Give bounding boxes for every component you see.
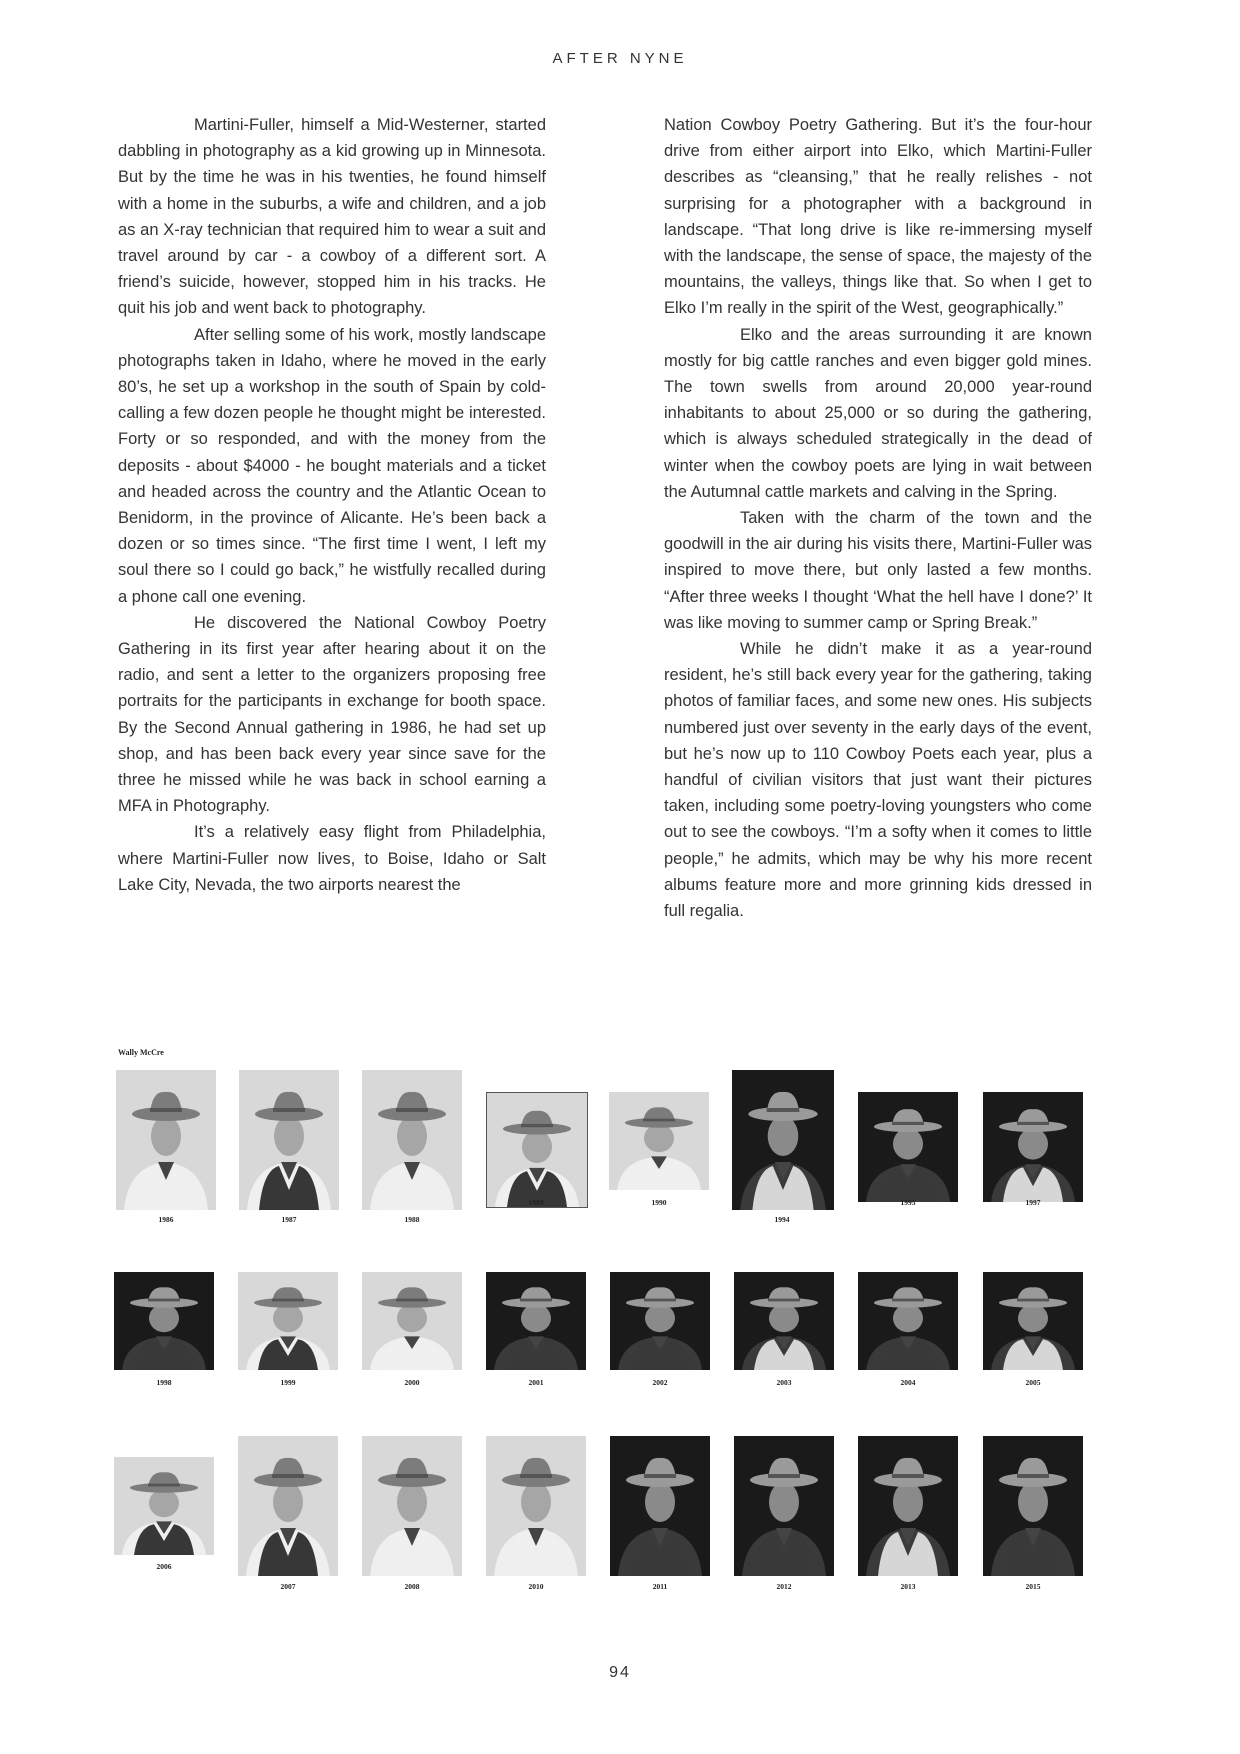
- paragraph: Martini-Fuller, himself a Mid-Westerner, started dabbling in photography as a kid growing up in Minnesota. But by the time he was in his twenties, he found himself with a home in the suburbs, a wife and children, and a job as an X-ray technician that required him to wear a suit and travel around by car - a cowboy of a different sort. A friend’s suicide, however, stopped him in his tracks. He quit his job and went back to photography.: [118, 116, 546, 318]
- portrait-year-label: 2013: [900, 1582, 916, 1591]
- portrait-photo: [116, 1070, 216, 1210]
- portrait-year-label: 1999: [280, 1378, 296, 1387]
- paragraph: He discovered the National Cowboy Poetry Gathering in its first year after hearing about it on the radio, and sent a letter to the organizers proposing free portraits for the participants in exchange for booth space. By the Second Annual gathering in 1986, he had set up shop, and has been back every year since save for the three he missed while he was back in school earning a MFA in Photography.: [118, 613, 546, 816]
- portrait-photo: [239, 1070, 339, 1210]
- portrait-photo: [983, 1272, 1083, 1370]
- portrait-photo: [486, 1092, 588, 1208]
- portrait-year-label: 2012: [776, 1582, 792, 1591]
- article-column-right: [664, 112, 1092, 924]
- portrait-photo: [858, 1436, 958, 1576]
- portrait-year-label: 2003: [776, 1378, 792, 1387]
- portrait-year-label: 1987: [281, 1215, 297, 1224]
- portrait-photo: [734, 1272, 834, 1370]
- magazine-title: AFTER NYNE: [552, 50, 688, 67]
- portrait-year-label: 1986: [158, 1215, 174, 1224]
- portrait-year-label: 1989: [528, 1198, 544, 1207]
- portrait-photo: [734, 1436, 834, 1576]
- portrait-photo: [114, 1457, 214, 1555]
- portrait-photo: [983, 1436, 1083, 1576]
- portrait-year-label: 2004: [900, 1378, 916, 1387]
- article-column-left: [118, 112, 546, 898]
- portrait-year-label: 1994: [774, 1215, 790, 1224]
- portrait-year-label: 1995: [900, 1198, 916, 1207]
- paragraph: Elko and the areas surrounding it are known mostly for big cattle ranches and even bigger gold mines. The town swells from around 20,000 year-round inhabitants to about 25,000 or so during the gathering, which is always scheduled strategically in the dead of winter when the cowboy poets are lying in wait between the Autumnal cattle markets and calving in the Spring.: [664, 325, 1092, 501]
- portrait-year-label: 2006: [156, 1562, 172, 1571]
- portrait-year-label: 2011: [652, 1582, 668, 1591]
- portrait-year-label: 2000: [404, 1378, 420, 1387]
- paragraph: While he didn’t make it as a year-round resident, he’s still back every year for the gathering, taking photos of familiar faces, and some new ones. His subjects numbered just over seventy in the early days of the event, but he’s now up to 110 Cowboy Poets each year, plus a handful of civilian visitors that just want their pictures taken, including some poetry-loving youngsters who come out to see the cowboys. “I’m a softy when it comes to little people,” he admits, which may be why his more recent albums feature more and more grinning kids dressed in full regalia.: [664, 640, 1092, 921]
- portrait-photo: [238, 1436, 338, 1576]
- paragraph: After selling some of his work, mostly landscape photographs taken in Idaho, where he moved in the early 80’s, he set up a workshop in the south of Spain by cold-calling a few dozen people he thought might be interested. Forty or so responded, and with the money from the deposits - about $4000 - he bought materials and a ticket and headed across the country and the Atlantic Ocean to Benidorm, in the province of Alicante. He’s been back a dozen or so times since. “The first time I went, I left my soul there so I could go back,” he wistfully recalled during a phone call one evening.: [118, 325, 546, 606]
- portrait-photo: [609, 1092, 709, 1190]
- portrait-year-label: 1988: [404, 1215, 420, 1224]
- portrait-year-label: 1990: [651, 1198, 667, 1207]
- portrait-year-label: 2015: [1025, 1582, 1041, 1591]
- portrait-photo: [858, 1092, 958, 1202]
- portrait-photo: [486, 1436, 586, 1576]
- portrait-photo: [362, 1272, 462, 1370]
- portrait-collage: [110, 1040, 1100, 1610]
- portrait-photo: [486, 1272, 586, 1370]
- portrait-year-label: 2002: [652, 1378, 668, 1387]
- portrait-year-label: 1997: [1025, 1198, 1041, 1207]
- portrait-year-label: 2007: [280, 1582, 296, 1591]
- portrait-photo: [858, 1272, 958, 1370]
- portrait-photo: [610, 1436, 710, 1576]
- paragraph: Taken with the charm of the town and the goodwill in the air during his visits there, Martini-Fuller was inspired to move there, but only lasted a few months. “After three weeks I thought ‘What the hell have I done?’ It was like moving to summer camp or Spring Break.”: [664, 509, 1092, 632]
- portrait-year-label: 2008: [404, 1582, 420, 1591]
- portrait-photo: [732, 1070, 834, 1210]
- portrait-photo: [238, 1272, 338, 1370]
- collage-title: Wally McCre: [118, 1048, 164, 1057]
- page-number: 94: [609, 1664, 631, 1681]
- portrait-photo: [362, 1436, 462, 1576]
- portrait-photo: [362, 1070, 462, 1210]
- portrait-year-label: 2001: [528, 1378, 544, 1387]
- portrait-year-label: 2010: [528, 1582, 544, 1591]
- paragraph: It’s a relatively easy flight from Philadelphia, where Martini-Fuller now lives, to Boise, Idaho or Salt Lake City, Nevada, the two airports nearest the: [118, 823, 546, 894]
- paragraph: Nation Cowboy Poetry Gathering. But it’s the four-hour drive from either airport into Elko, which Martini-Fuller describes as “cleansing,” that he really relishes - not surprising for a photographer with a background in landscape. “That long drive is like re-immersing myself with the landscape, the sense of space, the majesty of the mountains, the valleys, things like that. So when I get to Elko I’m really in the spirit of the West, geographically.”: [664, 116, 1092, 318]
- portrait-photo: [983, 1092, 1083, 1202]
- portrait-photo: [610, 1272, 710, 1370]
- portrait-year-label: 1998: [156, 1378, 172, 1387]
- portrait-photo: [114, 1272, 214, 1370]
- portrait-year-label: 2005: [1025, 1378, 1041, 1387]
